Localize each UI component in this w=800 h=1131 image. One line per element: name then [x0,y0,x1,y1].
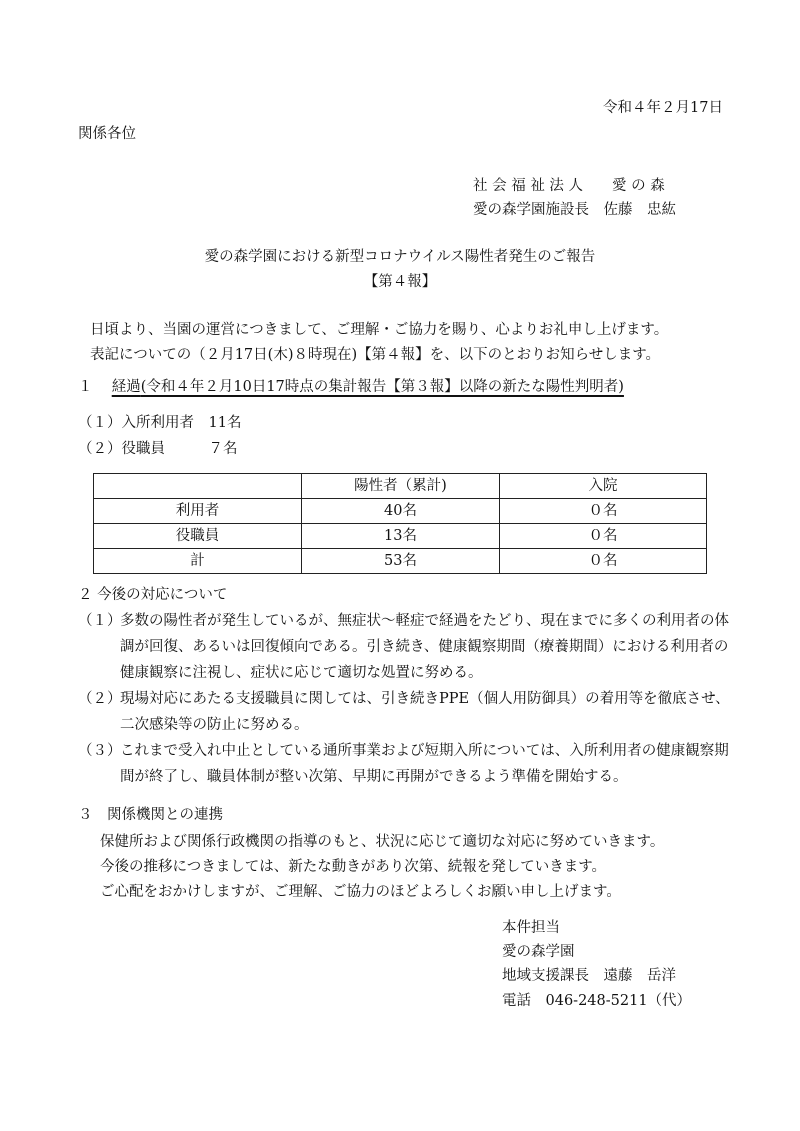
section1-heading [78,377,624,397]
list-item-number: （１） [78,613,122,629]
sender-head: 愛の森学園施設長 佐藤 忠紘 [473,202,676,218]
list-item-text: 多数の陽性者が発生しているが、無症状〜軽症で経過をたどり、現在までに多くの利用者の体調が回復、あるいは回復傾向である。引き続き、健康観察期間（療養期間）における利用者の健康観察に注視し、症状に応じて適切な処置に努める。 [120,613,729,681]
intro-line-1: 日頃より、当園の運営につきまして、ご理解・ご協力を賜り、心よりお礼申し上げます。 [90,322,669,338]
table-row [94,549,707,574]
section2-item-1 [78,608,738,686]
section1-title [112,379,624,395]
contact-org: 愛の森学園 [502,944,575,960]
table-cell: 計 [94,549,302,574]
table-cell: ０名 [500,549,707,574]
contact-label: 本件担当 [502,920,560,936]
document-title: 愛の森学園における新型コロナウイルス陽性者発生のご報告 [204,249,596,265]
table-header-row [94,474,707,499]
section3-line-2: 今後の推移につきましては、新たな動きがあり次第、続報を発していきます。 [100,859,607,875]
table-header-cell: 入院 [500,474,707,499]
table-cell: 40名 [302,499,500,524]
table-cell: ０名 [500,524,707,549]
case-count-table [93,473,707,574]
section1-item-2: （２）役職員 ７名 [78,441,238,457]
sender-organization: 社 会 福 祉 法 人 愛 の 森 [473,178,665,194]
section2-heading: ２ 今後の対応について [78,587,228,603]
list-item-number: （２） [78,691,122,707]
section3-heading: ３ 関係機関との連携 [78,807,223,823]
intro-line-2: 表記についての（２月17日(木)８時現在)【第４報】を、以下のとおりお知らせします。 [90,347,661,363]
section1-number: １ [78,379,93,395]
document-subtitle: 【第４報】 [363,274,437,290]
table-header-cell [94,474,302,499]
list-item-number: （３） [78,743,122,759]
section2-item-3 [78,738,738,790]
list-item-text: これまで受入れ中止としている通所事業および短期入所については、入所利用者の健康観察期間が終了し、職員体制が整い次第、早期に再開ができるよう準備を開始する。 [120,743,729,785]
section1-heading-detail: (令和４年２月10日17時点の集計報告【第３報】以降の新たな陽性判明者) [140,379,624,395]
table-cell: 13名 [302,524,500,549]
section1-item-1: （１）入所利用者 11名 [78,415,242,431]
table-cell: ０名 [500,499,707,524]
section3-line-3: ご心配をおかけしますが、ご理解、ご協力のほどよろしくお願い申し上げます。 [100,884,621,900]
table-cell: 利用者 [94,499,302,524]
table-cell: 53名 [302,549,500,574]
section1-heading-text: 経過 [111,379,141,395]
recipient: 関係各位 [78,126,136,142]
table-header-cell: 陽性者（累計) [302,474,500,499]
table-row [94,524,707,549]
table-row [94,499,707,524]
contact-person: 地域支援課長 遠藤 岳洋 [502,968,676,984]
list-item-text: 現場対応にあたる支援職員に関しては、引き続きPPE（個人用防御具）の着用等を徹底させ、二次感染等の防止に努める。 [120,691,730,733]
table-cell: 役職員 [94,524,302,549]
contact-phone: 電話 046-248-5211（代） [502,993,692,1009]
issue-date: 令和４年２月17日 [603,100,723,116]
section2-item-2 [78,686,738,738]
section3-line-1: 保健所および関係行政機関の指導のもと、状況に応じて適切な対応に努めていきます。 [100,834,665,850]
